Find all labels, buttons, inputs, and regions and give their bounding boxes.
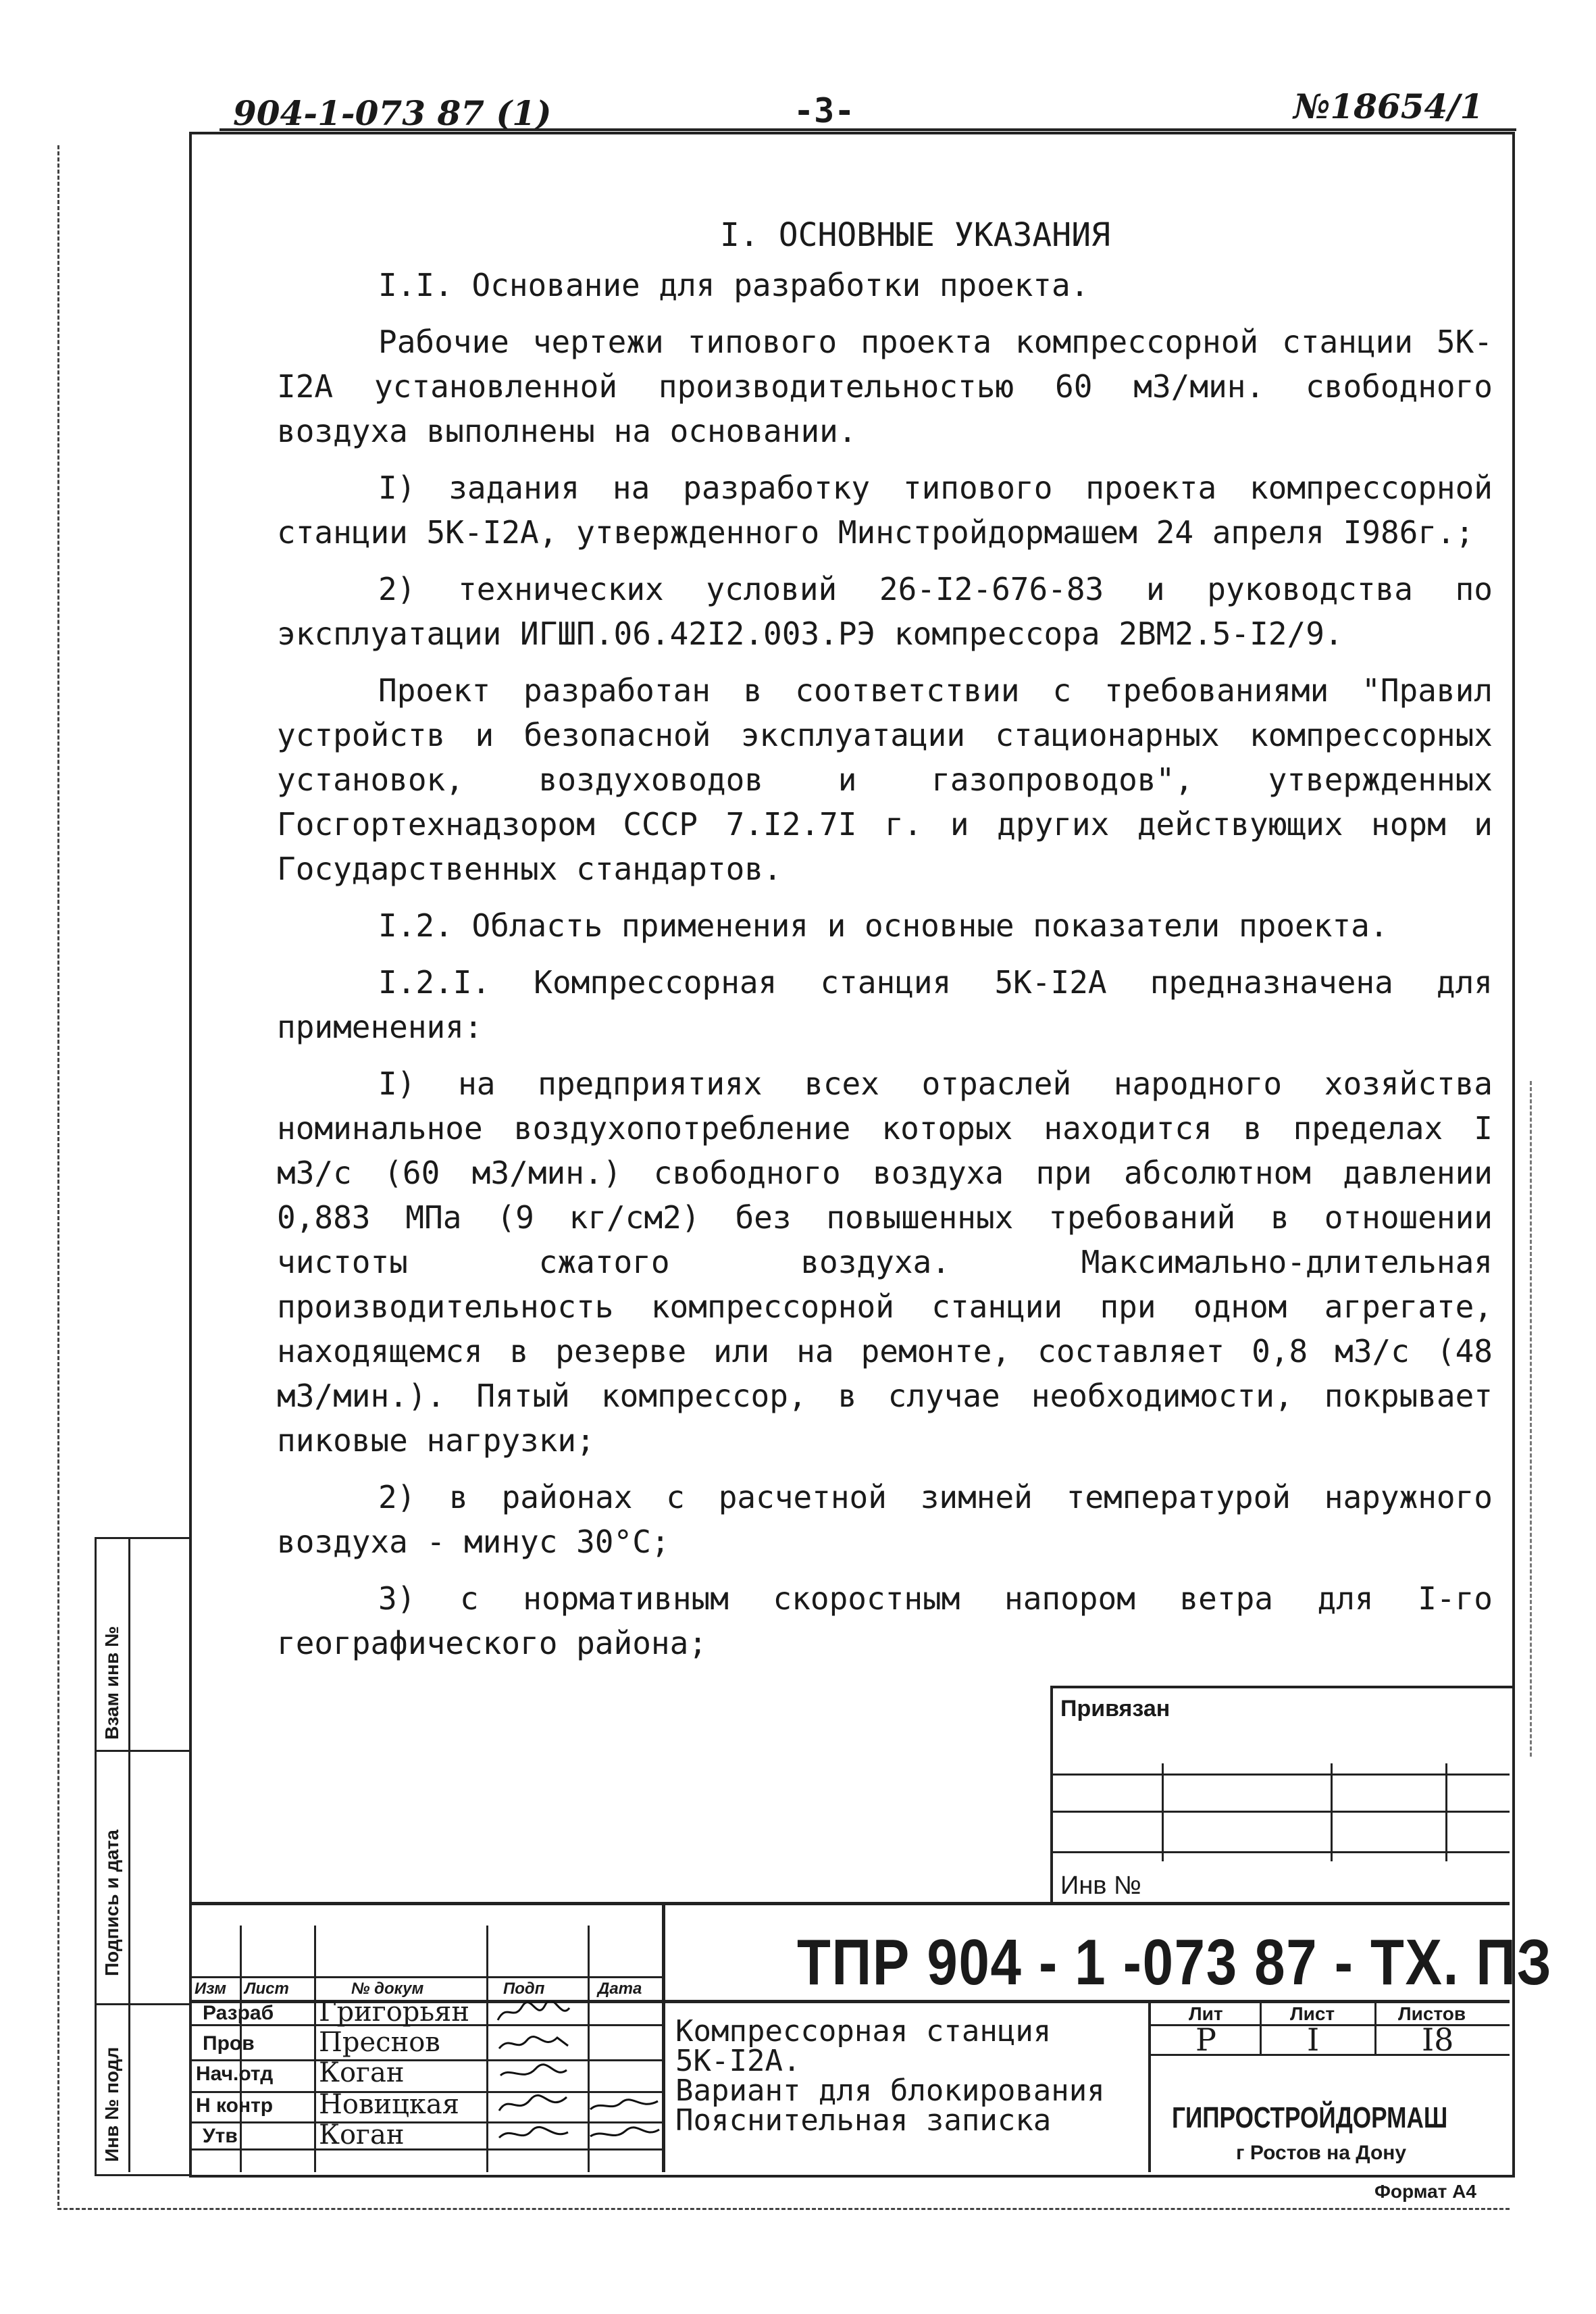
body-text [277, 213, 1493, 1678]
inventory-label: Инв № [1060, 1871, 1141, 1900]
signature [496, 2001, 571, 2024]
sheet-value: I [1307, 2021, 1320, 2058]
document-designation: ТПР 904 - 1 -073 87 - ТХ. ПЗ [797, 1926, 1553, 1998]
sheet-label: Лист [1290, 2003, 1335, 2024]
name-n-kontr: Новицкая [319, 2089, 459, 2120]
col-header-list: Лист [244, 1980, 289, 1998]
title-line: Компрессорная станция [675, 2014, 1052, 2048]
name-nach-otd: Коган [319, 2057, 405, 2088]
margin-col-line [128, 1537, 130, 2172]
tb-col [314, 1926, 316, 2172]
margin-inv-podl: Инв № подл [101, 2046, 122, 2162]
tb-line [189, 2148, 662, 2150]
role-razrab: Разраб [203, 2002, 274, 2024]
signature [496, 2062, 571, 2085]
margin-vzam-inv: Взам инв № [101, 1626, 122, 1740]
page-number: -3- [794, 91, 855, 130]
bottom-trim-line [57, 2208, 1510, 2210]
binding-col-line [1162, 1763, 1164, 1861]
left-trim-line [57, 145, 59, 2206]
signature-date [588, 2093, 662, 2116]
role-prov: Пров [203, 2032, 255, 2055]
margin-line [95, 1750, 189, 1752]
role-utv: Утв [203, 2125, 238, 2147]
tb-line [189, 2059, 662, 2061]
paragraph: 3) с нормативным скоростным напором ветра для I-го географического района; [277, 1580, 1493, 1661]
document-code: 904-1-073 87 (1) [233, 93, 552, 133]
binding-row-line [1052, 1774, 1510, 1776]
lit-value: Р [1195, 2021, 1216, 2058]
title-line: Вариант для блокирования [675, 2073, 1105, 2108]
paragraph: Проект разработан в соответствии с требованиями "Правил устройств и безопасной эксплуатации стационарных компрессорных установок, воздуховодов и газопроводов", утвержденных Госгортехнадзором СССР 7.I2.7I г. и других действующих норм и Государственных стандартов. [277, 672, 1493, 887]
paragraph: Рабочие чертежи типового проекта компрессорной станции 5К-I2А установленной производительностью 60 м3/мин. свободного воздуха выполнены на основании. [277, 324, 1493, 449]
col-header-izm: Изм [195, 1980, 226, 1998]
title-line: Пояснительная записка [675, 2103, 1052, 2138]
margin-podpis-data: Подпись и дата [101, 1830, 122, 1976]
subsection-1-2: I.2. Область применения и основные показатели проекта. [378, 907, 1389, 944]
paragraph: 2) в районах с расчетной зимней температурой наружного воздуха - минус 30°С; [277, 1479, 1493, 1560]
role-nach-otd: Нач.отд [196, 2063, 274, 2085]
role-n-kontr: Н контр [196, 2094, 274, 2117]
document-title [675, 2014, 1105, 2138]
organization-name: ГИПРОСТРОЙДОРМАШ [1172, 2101, 1448, 2134]
right-trim-line [1530, 1081, 1532, 1757]
name-razrab: Григорьян [319, 1996, 470, 2028]
paragraph: I.2.I. Компрессорная станция 5К-I2А предназначена для применения: [277, 964, 1493, 1045]
tb-line [189, 1976, 662, 1978]
section-heading: I. ОСНОВНЫЕ УКАЗАНИЯ [720, 216, 1110, 254]
title-line: 5К-I2А. [675, 2044, 801, 2078]
col-header-podp: Подп [503, 1980, 545, 1998]
archive-number: №18654/1 [1293, 86, 1484, 126]
paragraph: I) на предприятиях всех отраслей народного хозяйства номинальное воздухопотребление которых находится в пределах I м3/с (60 м3/мин.) свободного воздуха при абсолютном давлении 0,883 МПа (9 кг/см2) без повышенных требований в отношении чистоты сжатого воздуха. Максимально-длительная производительность компрессорной станции при одном агрегате, находящемся в резерве или на ремонте, составляет 0,8 м3/с (48 м3/мин.). Пятый компрессор, в случае необходимости, покрывает пиковые нагрузки; [277, 1065, 1493, 1459]
binding-col-line [1445, 1763, 1447, 1861]
paragraph: I) задания на разработку типового проекта компрессорной станции 5К-I2А, утвержденного Минстройдормашем 24 апреля I986г.; [277, 470, 1493, 551]
tb-col [486, 1926, 488, 2172]
tb-col [1260, 2000, 1262, 2054]
binding-title: Привязан [1060, 1696, 1170, 1721]
signature [496, 2123, 571, 2146]
sheets-label: Листов [1398, 2003, 1466, 2024]
lit-label: Лит [1189, 2003, 1223, 2024]
col-header-dokum: № докум [351, 1980, 424, 1998]
col-header-data: Дата [598, 1980, 642, 1998]
subsection-1-1: I.I. Основание для разработки проекта. [378, 267, 1089, 303]
paragraph: 2) технических условий 26-I2-676-83 и руководства по эксплуатации ИГШП.06.42I2.003.РЭ компрессора 2ВМ2.5-I2/9. [277, 571, 1493, 652]
title-block-divider [662, 1902, 665, 2172]
binding-row-line [1052, 1851, 1510, 1853]
margin-line [95, 2003, 189, 2005]
binding-row-line [1052, 1811, 1510, 1813]
binding-col-line [1331, 1763, 1333, 1861]
organization-city: г Ростов на Дону [1236, 2142, 1407, 2164]
signature-date [588, 2123, 662, 2146]
name-utv: Коган [319, 2119, 405, 2150]
tb-col [1374, 2000, 1376, 2054]
signature [496, 2032, 571, 2055]
sheets-value: I8 [1422, 2021, 1454, 2058]
signature [496, 2093, 571, 2116]
paper-format: Формат А4 [1374, 2181, 1476, 2202]
header-rule [220, 128, 1516, 131]
name-prov: Преснов [319, 2027, 440, 2058]
